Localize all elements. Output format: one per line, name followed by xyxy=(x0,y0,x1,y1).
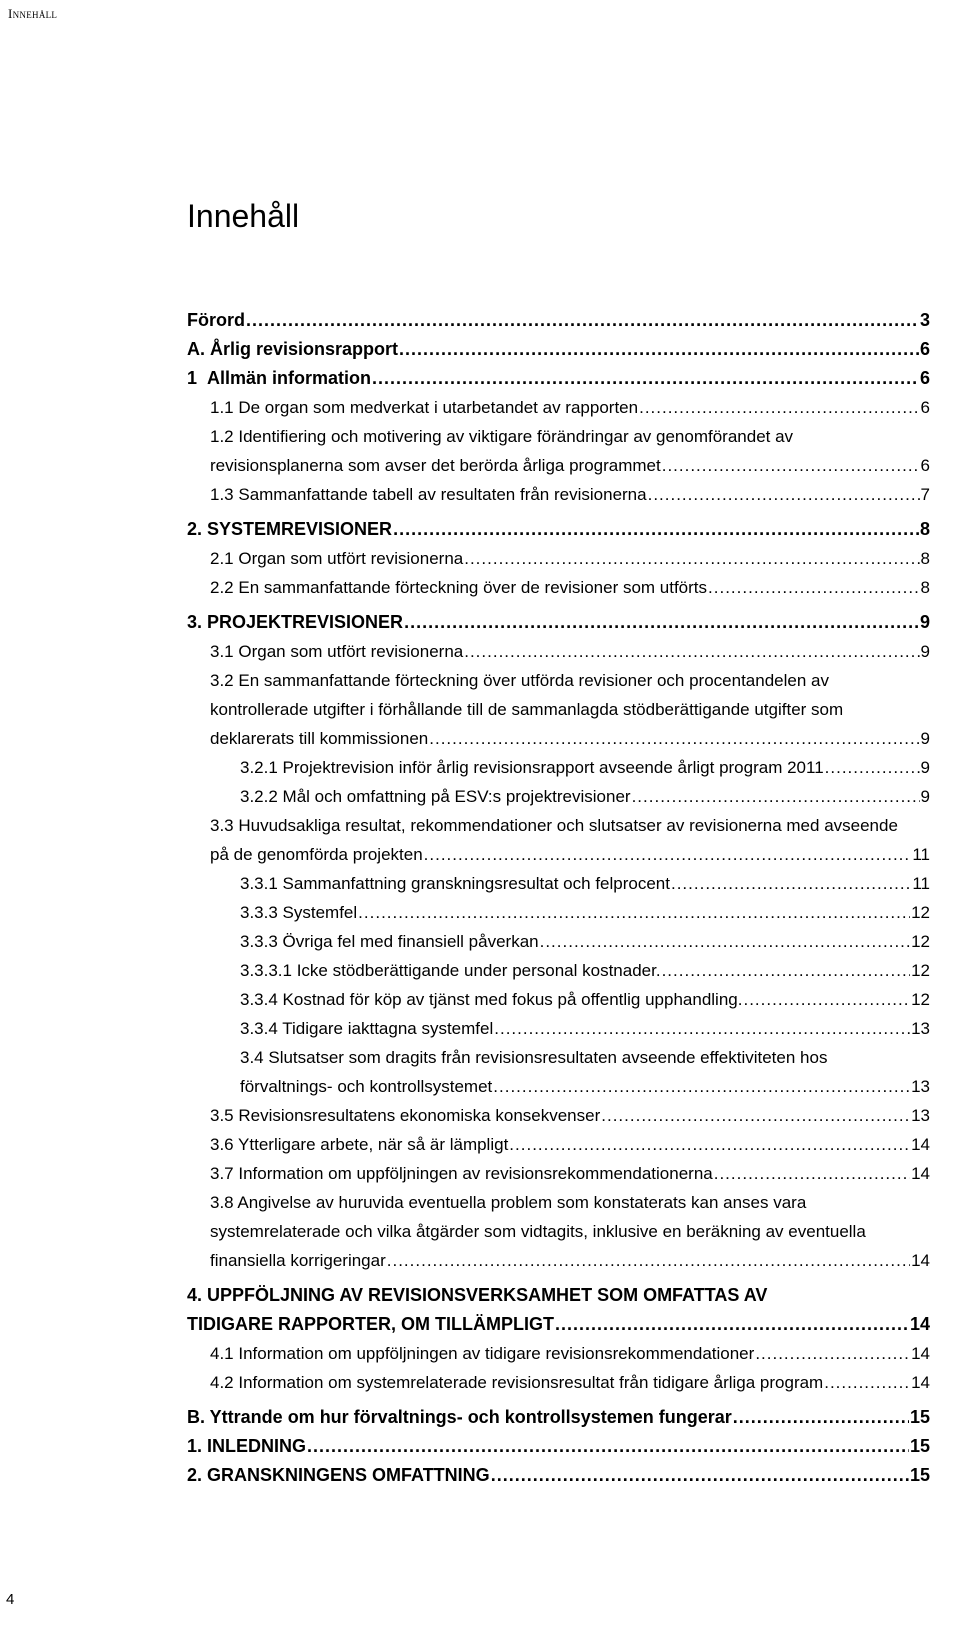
toc-entry-line xyxy=(240,753,930,782)
toc-page-number: 14 xyxy=(911,1251,930,1270)
toc-entry-line xyxy=(187,364,930,393)
toc-page-number: 6 xyxy=(920,398,930,417)
toc-page-number: 13 xyxy=(911,1019,930,1038)
toc-page-number: 15 xyxy=(909,1436,930,1456)
toc-entry[interactable] xyxy=(187,985,930,1014)
toc-leader-dots xyxy=(755,1339,910,1368)
toc-entry-text: 3. PROJEKTREVISIONER xyxy=(187,612,404,632)
toc-entry[interactable] xyxy=(187,753,930,782)
toc-leader-dots xyxy=(743,985,910,1014)
toc-entry[interactable] xyxy=(187,515,930,544)
toc-leader-dots xyxy=(632,782,920,811)
toc-entry-lead-text: 4. UPPFÖLJNING AV REVISIONSVERKSAMHET SOM OMFATTAS AV xyxy=(187,1285,768,1305)
toc-entry-line xyxy=(187,1310,930,1339)
toc-page-number: 15 xyxy=(909,1465,930,1485)
running-head: Innehåll xyxy=(8,6,58,21)
toc-leader-dots xyxy=(429,724,919,753)
toc-entry-line xyxy=(240,1072,930,1101)
toc-entry[interactable] xyxy=(187,1461,930,1490)
toc-entry[interactable] xyxy=(187,956,930,985)
toc-entry-lead-text: 1.2 Identifiering och motivering av viktigare förändringar av genomförandet av xyxy=(210,427,794,446)
toc-entry-text: 3.3.3 Övriga fel med finansiell påverkan xyxy=(240,932,539,951)
toc-entry-text: 1. INLEDNING xyxy=(187,1436,307,1456)
page-number: 4 xyxy=(6,1591,15,1608)
toc-entry[interactable] xyxy=(187,1043,930,1101)
toc-leader-dots xyxy=(404,608,919,637)
toc-leader-dots xyxy=(714,1159,910,1188)
toc-leader-dots xyxy=(246,306,919,335)
toc-leader-dots xyxy=(393,515,919,544)
toc-leader-dots xyxy=(424,840,912,869)
toc-leader-dots xyxy=(708,573,920,602)
toc-entry-text: 4.1 Information om uppföljningen av tidigare revisionsrekommendationer xyxy=(210,1344,755,1363)
toc-entry-text: 3.5 Revisionsresultatens ekonomiska konsekvenser xyxy=(210,1106,601,1125)
toc-entry-line xyxy=(240,927,930,956)
toc-entry-text: 3.2.2 Mål och omfattning på ESV:s projektrevisioner xyxy=(240,787,631,806)
toc-page-number: 12 xyxy=(911,961,930,980)
toc-leader-dots xyxy=(491,1461,909,1490)
toc-page-number: 6 xyxy=(919,368,930,388)
toc-leader-dots xyxy=(493,1072,910,1101)
toc-entry[interactable] xyxy=(187,869,930,898)
toc-entry[interactable] xyxy=(187,1130,930,1159)
toc-entry-lead-text: 3.4 Slutsatser som dragits från revisionsresultaten avseende effektiviteten hos xyxy=(240,1048,828,1067)
toc-leader-dots xyxy=(601,1101,910,1130)
toc-page-number: 6 xyxy=(919,339,930,359)
toc-entry[interactable] xyxy=(187,927,930,956)
toc-entry-text: 3.1 Organ som utfört revisionerna xyxy=(210,642,464,661)
toc-page-number: 7 xyxy=(920,485,930,504)
toc-page-number: 9 xyxy=(920,729,930,748)
toc-leader-dots xyxy=(662,956,911,985)
toc-entry-text: 2. SYSTEMREVISIONER xyxy=(187,519,393,539)
toc-entry[interactable] xyxy=(187,573,930,602)
toc-entry-line xyxy=(187,335,930,364)
toc-entry[interactable] xyxy=(187,1188,930,1275)
toc-entry-line xyxy=(187,306,930,335)
toc-page-number: 9 xyxy=(919,612,930,632)
toc-page-number: 14 xyxy=(911,1164,930,1183)
toc-leader-dots xyxy=(464,637,919,666)
toc-entry[interactable] xyxy=(187,306,930,335)
toc-entry-lead-text: 3.8 Angivelse av huruvida eventuella problem som konstaterats kan anses vara systemrelaterade och vilka åtgärder som vidtagits, inklusive en beräkning av eventuella xyxy=(210,1193,866,1241)
toc-entry-line xyxy=(240,782,930,811)
toc-page-number: 8 xyxy=(919,519,930,539)
toc-page-number: 14 xyxy=(911,1135,930,1154)
toc-entry-text: förvaltnings- och kontrollsystemet xyxy=(240,1077,493,1096)
toc-entry-text: 3.3.1 Sammanfattning granskningsresultat och felprocent xyxy=(240,874,670,893)
toc-leader-dots xyxy=(648,480,920,509)
toc-entry-text: deklarerats till kommissionen xyxy=(210,729,429,748)
toc-entry[interactable] xyxy=(187,364,930,393)
toc-page-number: 14 xyxy=(909,1314,930,1334)
toc-leader-dots xyxy=(555,1310,909,1339)
toc-entry-line xyxy=(187,1461,930,1490)
page-title: Innehåll xyxy=(187,198,300,234)
toc-entry-line xyxy=(210,451,930,480)
toc-entry-line xyxy=(210,480,930,509)
toc-entry[interactable] xyxy=(187,1403,930,1432)
toc-entry[interactable] xyxy=(187,637,930,666)
toc-entry[interactable] xyxy=(187,898,930,927)
toc-leader-dots xyxy=(639,393,919,422)
toc-entry-text: 3.3.3.1 Icke stödberättigande under personal kostnader. xyxy=(240,961,661,980)
toc-entry-line xyxy=(187,1403,930,1432)
toc-entry-line xyxy=(210,724,930,753)
toc-leader-dots xyxy=(387,1246,910,1275)
toc-entry-line xyxy=(187,608,930,637)
toc-entry-line xyxy=(187,515,930,544)
toc-entry[interactable] xyxy=(187,666,930,753)
toc-entry-text: 4.2 Information om systemrelaterade revisionsresultat från tidigare årliga program xyxy=(210,1373,824,1392)
toc-page-number: 14 xyxy=(911,1344,930,1363)
toc-entry-text: revisionsplanerna som avser det berörda årliga programmet xyxy=(210,456,661,475)
toc-page-number: 3 xyxy=(919,310,930,330)
toc-entry[interactable] xyxy=(187,1368,930,1397)
toc-entry-text: 3.2.1 Projektrevision inför årlig revisionsrapport avseende årligt program 2011 xyxy=(240,758,824,777)
toc-entry[interactable] xyxy=(187,335,930,364)
toc-entry-text: 1 Allmän information xyxy=(187,368,372,388)
toc-leader-dots xyxy=(671,869,911,898)
toc-entry-text: TIDIGARE RAPPORTER, OM TILLÄMPLIGT xyxy=(187,1314,554,1334)
toc-entry-line xyxy=(210,1339,930,1368)
toc-entry-line xyxy=(210,1159,930,1188)
toc-entry-line xyxy=(240,956,930,985)
toc-page-number: 9 xyxy=(920,642,930,661)
toc-entry-line xyxy=(210,637,930,666)
toc-entry-line xyxy=(240,869,930,898)
toc-entry-text: 3.6 Ytterligare arbete, när så är lämpligt xyxy=(210,1135,509,1154)
toc-entry-line xyxy=(240,985,930,1014)
toc-entry-text: 1.3 Sammanfattande tabell av resultaten från revisionerna xyxy=(210,485,647,504)
toc-leader-dots xyxy=(464,544,919,573)
toc-page-number: 12 xyxy=(911,903,930,922)
toc-page-number: 14 xyxy=(911,1373,930,1392)
toc-page-number: 6 xyxy=(920,456,930,475)
toc-entry-line xyxy=(210,1101,930,1130)
toc-page-number: 11 xyxy=(912,874,930,893)
toc-entry-text: 3.3.4 Tidigare iakttagna systemfel xyxy=(240,1019,494,1038)
toc-entry[interactable] xyxy=(187,422,930,480)
toc-entry[interactable] xyxy=(187,1014,930,1043)
toc-entry[interactable] xyxy=(187,1281,930,1339)
toc-leader-dots xyxy=(307,1432,909,1461)
toc-entry[interactable] xyxy=(187,1159,930,1188)
toc-entry-line xyxy=(240,898,930,927)
toc-leader-dots xyxy=(540,927,910,956)
toc-entry[interactable] xyxy=(187,782,930,811)
toc-entry-text: A. Årlig revisionsrapport xyxy=(187,339,399,359)
toc-entry[interactable] xyxy=(187,544,930,573)
toc-entry-text: 2.2 En sammanfattande förteckning över de revisioner som utförts xyxy=(210,578,708,597)
toc-entry-text: Förord xyxy=(187,310,245,330)
toc-entry[interactable] xyxy=(187,1339,930,1368)
toc-leader-dots xyxy=(399,335,919,364)
toc-entry-text: 3.7 Information om uppföljningen av revisionsrekommendationerna xyxy=(210,1164,713,1183)
toc-leader-dots xyxy=(358,898,910,927)
toc-page-number: 11 xyxy=(912,845,930,864)
toc-entry[interactable] xyxy=(187,1101,930,1130)
toc-page-number: 13 xyxy=(911,1106,930,1125)
toc-entry[interactable] xyxy=(187,811,930,869)
toc-entry-text: B. Yttrande om hur förvaltnings- och kontrollsystemen fungerar xyxy=(187,1407,732,1427)
toc-entry-text: 3.3.3 Systemfel xyxy=(240,903,358,922)
toc-entry-text: finansiella korrigeringar xyxy=(210,1251,386,1270)
toc-leader-dots xyxy=(662,451,920,480)
toc-entry-text: 3.3.4 Kostnad för köp av tjänst med fokus på offentlig upphandling. xyxy=(240,990,743,1009)
toc-entry-line xyxy=(240,1014,930,1043)
toc-entry-line xyxy=(210,1246,930,1275)
toc-page-number: 9 xyxy=(920,758,930,777)
toc-entry[interactable] xyxy=(187,608,930,637)
toc-entry-line xyxy=(210,1368,930,1397)
toc-page-number: 9 xyxy=(920,787,930,806)
toc-entry-lead-text: 3.2 En sammanfattande förteckning över utförda revisioner och procentandelen av kontrollerade utgifter i förhållande till de sammanlagda stödberättigande utgifter som xyxy=(210,671,844,719)
toc-entry[interactable] xyxy=(187,480,930,509)
toc-page-number: 12 xyxy=(911,990,930,1009)
toc-entry-lead-text: 3.3 Huvudsakliga resultat, rekommendationer och slutsatser av revisionerna med avseende xyxy=(210,816,898,835)
toc-entry-line xyxy=(210,1130,930,1159)
toc-leader-dots xyxy=(494,1014,910,1043)
toc-leader-dots xyxy=(824,1368,910,1397)
toc-page-number: 15 xyxy=(909,1407,930,1427)
toc-leader-dots xyxy=(825,753,920,782)
table-of-contents xyxy=(187,306,930,1490)
toc-leader-dots xyxy=(509,1130,910,1159)
toc-leader-dots xyxy=(733,1403,909,1432)
toc-page-number: 8 xyxy=(920,578,930,597)
toc-entry-text: på de genomförda projekten xyxy=(210,845,423,864)
toc-page-number: 8 xyxy=(920,549,930,568)
toc-leader-dots xyxy=(372,364,919,393)
toc-entry[interactable] xyxy=(187,1432,930,1461)
toc-entry-line xyxy=(210,573,930,602)
toc-page-number: 13 xyxy=(911,1077,930,1096)
toc-entry-line xyxy=(210,840,930,869)
toc-page-number: 12 xyxy=(911,932,930,951)
toc-entry-line xyxy=(210,393,930,422)
toc-entry-line xyxy=(210,544,930,573)
toc-entry[interactable] xyxy=(187,393,930,422)
toc-entry-text: 1.1 De organ som medverkat i utarbetandet av rapporten xyxy=(210,398,639,417)
toc-entry-text: 2.1 Organ som utfört revisionerna xyxy=(210,549,464,568)
toc-entry-line xyxy=(187,1432,930,1461)
toc-entry-text: 2. GRANSKNINGENS OMFATTNING xyxy=(187,1465,490,1485)
